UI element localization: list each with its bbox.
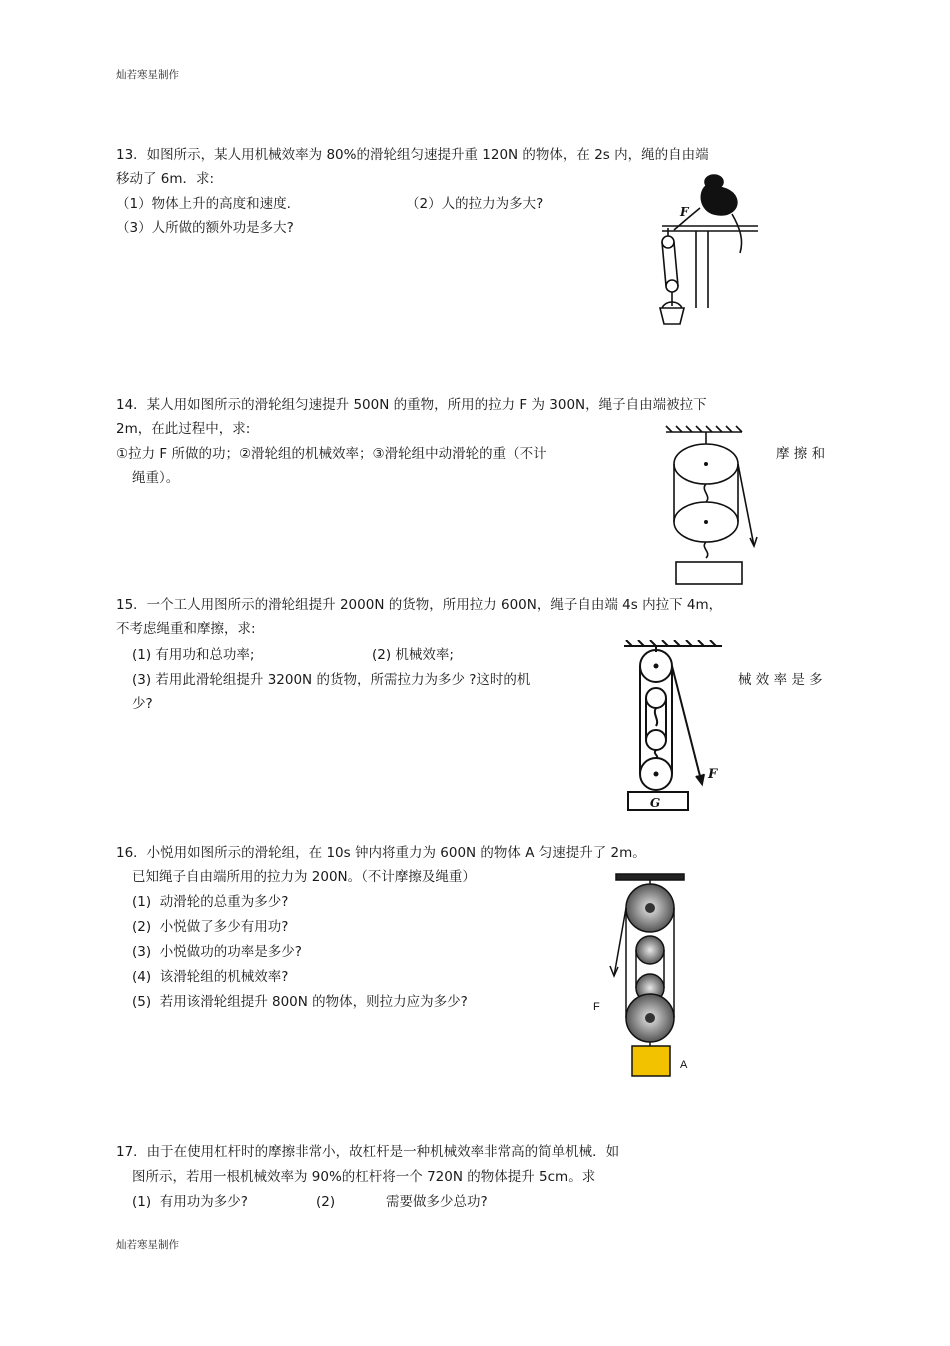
- q15-part-2: (2) 机械效率;: [372, 647, 454, 663]
- q13-figure-person-pulley: [648, 168, 768, 330]
- q16-part-5: (5) 若用该滑轮组提升 800N 的物体，则拉力应为多少?: [132, 994, 468, 1010]
- q17-line-1: 17．由于在使用杠杆时的摩擦非常小，故杠杆是一种机械效率非常高的简单机械．如: [116, 1144, 620, 1160]
- q16-part-4: (4) 该滑轮组的机械效率?: [132, 969, 289, 985]
- q15-figure-pulley: [622, 640, 732, 814]
- q13-line-1: 13．如图所示，某人用机械效率为 80%的滑轮组匀速提升重 120N 的物体，在 2s 内，绳的自由端: [116, 147, 709, 163]
- q16-part-1: (1) 动滑轮的总重为多少?: [132, 894, 289, 910]
- q16-figure-pulley: [590, 870, 700, 1082]
- q15-figure-g-label: G: [650, 796, 661, 810]
- q13-line-2: 移动了 6m．求:: [116, 171, 215, 187]
- q15-line-1: 15．一个工人用图所示的滑轮组提升 2000N 的货物，所用拉力 600N，绳子自由端 4s 内拉下 4m，: [116, 597, 723, 613]
- q16-line-1: 16．小悦用如图所示的滑轮组，在 10s 钟内将重力为 600N 的物体 A 匀速提升了 2m。: [116, 845, 646, 861]
- q13-part-1: （1）物体上升的高度和速度.: [116, 196, 291, 212]
- q15-part-1: (1) 有用功和总功率;: [132, 647, 255, 663]
- q16-part-2: (2) 小悦做了多少有用功?: [132, 919, 289, 935]
- q16-figure-a-label: A: [680, 1059, 688, 1071]
- q14-line-3: ①拉力 F 所做的功；②滑轮组的机械效率；③滑轮组中动滑轮的重（不计: [116, 446, 547, 462]
- q16-figure-f-label: F: [593, 1001, 600, 1013]
- page-footer: 灿若寒星制作: [116, 1239, 179, 1251]
- q16-part-3: (3) 小悦做功的功率是多少?: [132, 944, 302, 960]
- q15-part-4: 少?: [132, 696, 153, 712]
- q14-line-3-end: 摩 擦 和: [776, 446, 826, 462]
- q13-part-2: （2）人的拉力为多大?: [406, 196, 544, 212]
- q15-figure-f-label: F: [708, 767, 718, 782]
- q15-part-3-end: 械 效 率 是 多: [738, 672, 823, 688]
- q14-line-4: 绳重）。: [132, 470, 180, 486]
- q14-figure-pulley: [664, 424, 764, 588]
- q16-line-2: 已知绳子自由端所用的拉力为 200N。（不计摩擦及绳重）: [132, 869, 476, 885]
- q17-line-2: 图所示，若用一根机械效率为 90%的杠杆将一个 720N 的物体提升 5cm。求: [132, 1169, 596, 1185]
- q13-part-3: （3）人所做的额外功是多大?: [116, 220, 294, 236]
- q17-part-2: 需要做多少总功?: [386, 1194, 488, 1210]
- page-header: 灿若寒星制作: [116, 69, 179, 81]
- q15-part-3: (3) 若用此滑轮组提升 3200N 的货物，所需拉力为多少 ?这时的机: [132, 672, 531, 688]
- q13-figure-f-label: F: [680, 205, 689, 219]
- q15-line-2: 不考虑绳重和摩擦，求:: [116, 621, 256, 637]
- q17-part-1: (1) 有用功为多少?: [132, 1194, 248, 1210]
- q14-line-1: 14．某人用如图所示的滑轮组匀速提升 500N 的重物，所用的拉力 F 为 300N，绳子自由端被拉下: [116, 397, 707, 413]
- q17-part-2-number: (2): [316, 1194, 336, 1210]
- q14-line-2: 2m，在此过程中，求:: [116, 421, 251, 437]
